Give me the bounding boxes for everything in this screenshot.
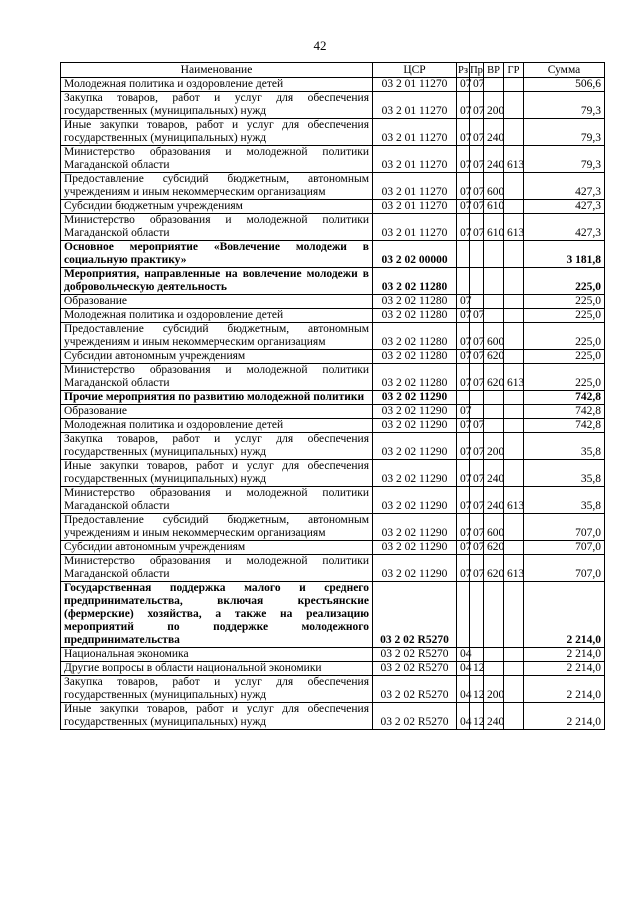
table-row: [61, 146, 605, 173]
row-name: Министерство образования и молодежной политики Магаданской области: [61, 146, 373, 173]
row-name: Иные закупки товаров, работ и услуг для обеспечения государственных (муниципальных) нужд: [61, 703, 373, 730]
row-csr: 03 2 01 11270: [373, 146, 457, 173]
header-name: Наименование: [61, 63, 373, 78]
row-vr: [484, 295, 504, 309]
row-pr: 07: [470, 541, 484, 555]
row-csr: 03 2 02 11290: [373, 419, 457, 433]
row-sum: 225,0: [524, 295, 605, 309]
row-csr: 03 2 01 11270: [373, 92, 457, 119]
row-pr: 07: [470, 119, 484, 146]
row-pr: 07: [470, 364, 484, 391]
row-name: Закупка товаров, работ и услуг для обеспечения государственных (муниципальных) нужд: [61, 92, 373, 119]
row-pr: 07: [470, 173, 484, 200]
row-gr: [504, 350, 524, 364]
row-vr: 610: [484, 200, 504, 214]
row-name: Образование: [61, 405, 373, 419]
row-csr: 03 2 02 11280: [373, 295, 457, 309]
row-gr: [504, 703, 524, 730]
table-row: [61, 582, 605, 648]
row-pr: 07: [470, 309, 484, 323]
row-sum: 35,8: [524, 460, 605, 487]
row-csr: 03 2 02 11280: [373, 268, 457, 295]
row-rz: 07: [457, 78, 470, 92]
row-pr: 07: [470, 92, 484, 119]
row-csr: 03 2 02 11280: [373, 364, 457, 391]
row-sum: 427,3: [524, 200, 605, 214]
table-row: [61, 200, 605, 214]
row-rz: 04: [457, 662, 470, 676]
row-csr: 03 2 01 11270: [373, 78, 457, 92]
row-name: Мероприятия, направленные на вовлечение молодежи в добровольческую деятельность: [61, 268, 373, 295]
row-pr: [470, 241, 484, 268]
row-gr: 613: [504, 487, 524, 514]
row-sum: 427,3: [524, 214, 605, 241]
row-rz: 07: [457, 514, 470, 541]
row-rz: 07: [457, 555, 470, 582]
header-pr: Пр: [470, 64, 483, 76]
row-csr: 03 2 02 11290: [373, 460, 457, 487]
row-rz: [457, 391, 470, 405]
row-gr: [504, 268, 524, 295]
table-row: [61, 364, 605, 391]
row-sum: 707,0: [524, 555, 605, 582]
table-row: [61, 78, 605, 92]
row-rz: 04: [457, 676, 470, 703]
row-gr: [504, 648, 524, 662]
row-sum: 35,8: [524, 433, 605, 460]
row-name: Образование: [61, 295, 373, 309]
row-name: Государственная поддержка малого и среднего предпринимательства, включая крестьянские (фермерские) хозяйства, а также на реализацию мероприятий по поддержке молодежного предпринимательства: [61, 582, 373, 648]
row-sum: 3 181,8: [524, 241, 605, 268]
row-csr: 03 2 02 11290: [373, 391, 457, 405]
table-row: [61, 541, 605, 555]
row-gr: [504, 405, 524, 419]
table-row: [61, 173, 605, 200]
row-vr: 620: [484, 555, 504, 582]
table-row: [61, 323, 605, 350]
row-gr: [504, 200, 524, 214]
row-gr: [504, 541, 524, 555]
row-vr: 600: [484, 173, 504, 200]
row-vr: 240: [484, 119, 504, 146]
row-sum: 79,3: [524, 146, 605, 173]
table-row: [61, 391, 605, 405]
row-csr: 03 2 02 11280: [373, 323, 457, 350]
table-header-row: [61, 63, 605, 78]
row-pr: 07: [470, 214, 484, 241]
header-rz: Рз: [458, 64, 468, 76]
row-vr: 600: [484, 514, 504, 541]
row-rz: 07: [457, 460, 470, 487]
row-csr: 03 2 02 11290: [373, 555, 457, 582]
row-sum: 2 214,0: [524, 676, 605, 703]
row-sum: 2 214,0: [524, 648, 605, 662]
row-name: Субсидии автономным учреждениям: [61, 541, 373, 555]
row-rz: 07: [457, 323, 470, 350]
row-sum: 2 214,0: [524, 662, 605, 676]
row-gr: [504, 309, 524, 323]
row-pr: 07: [470, 323, 484, 350]
row-name: Молодежная политика и оздоровление детей: [61, 309, 373, 323]
row-pr: 07: [470, 146, 484, 173]
row-name: Министерство образования и молодежной политики Магаданской области: [61, 364, 373, 391]
row-pr: 12: [470, 703, 484, 730]
row-vr: 200: [484, 92, 504, 119]
row-csr: 03 2 02 R5270: [373, 662, 457, 676]
row-vr: 600: [484, 323, 504, 350]
row-pr: 07: [470, 419, 484, 433]
row-csr: 03 2 01 11270: [373, 173, 457, 200]
row-csr: 03 2 02 11290: [373, 405, 457, 419]
row-vr: 200: [484, 676, 504, 703]
row-rz: 07: [457, 419, 470, 433]
row-rz: [457, 268, 470, 295]
row-sum: 742,8: [524, 419, 605, 433]
row-rz: 07: [457, 405, 470, 419]
row-vr: [484, 268, 504, 295]
table-row: [61, 703, 605, 730]
row-csr: 03 2 02 11290: [373, 487, 457, 514]
row-pr: 07: [470, 78, 484, 92]
row-rz: 07: [457, 173, 470, 200]
row-gr: [504, 295, 524, 309]
row-csr: 03 2 02 11290: [373, 541, 457, 555]
row-csr: 03 2 02 R5270: [373, 676, 457, 703]
row-rz: 04: [457, 648, 470, 662]
row-sum: 742,8: [524, 391, 605, 405]
table-row: [61, 487, 605, 514]
row-gr: [504, 460, 524, 487]
row-sum: 35,8: [524, 487, 605, 514]
row-vr: [484, 78, 504, 92]
row-sum: 79,3: [524, 119, 605, 146]
row-vr: 240: [484, 146, 504, 173]
row-name: Субсидии бюджетным учреждениям: [61, 200, 373, 214]
row-sum: 225,0: [524, 309, 605, 323]
row-rz: 07: [457, 214, 470, 241]
row-gr: [504, 514, 524, 541]
row-vr: [484, 662, 504, 676]
row-vr: 620: [484, 541, 504, 555]
row-name: Иные закупки товаров, работ и услуг для обеспечения государственных (муниципальных) нужд: [61, 460, 373, 487]
row-pr: 07: [470, 514, 484, 541]
row-csr: 03 2 01 11270: [373, 119, 457, 146]
row-sum: 707,0: [524, 514, 605, 541]
row-csr: 03 2 02 R5270: [373, 703, 457, 730]
table-row: [61, 419, 605, 433]
row-gr: [504, 78, 524, 92]
row-vr: 620: [484, 364, 504, 391]
row-name: Закупка товаров, работ и услуг для обеспечения государственных (муниципальных) нужд: [61, 676, 373, 703]
row-gr: [504, 676, 524, 703]
row-gr: [504, 92, 524, 119]
row-pr: 12: [470, 676, 484, 703]
row-rz: 07: [457, 200, 470, 214]
table-row: [61, 514, 605, 541]
row-sum: 79,3: [524, 92, 605, 119]
row-name: Министерство образования и молодежной политики Магаданской области: [61, 214, 373, 241]
row-vr: [484, 309, 504, 323]
row-gr: 613: [504, 364, 524, 391]
row-name: Молодежная политика и оздоровление детей: [61, 78, 373, 92]
row-gr: [504, 323, 524, 350]
row-rz: 07: [457, 119, 470, 146]
row-pr: 07: [470, 555, 484, 582]
row-gr: 613: [504, 146, 524, 173]
table-row: [61, 648, 605, 662]
row-csr: 03 2 02 11290: [373, 433, 457, 460]
header-sum: Сумма: [524, 63, 605, 78]
row-csr: 03 2 01 11270: [373, 214, 457, 241]
row-gr: [504, 433, 524, 460]
row-pr: [470, 391, 484, 405]
row-vr: 240: [484, 703, 504, 730]
row-sum: 427,3: [524, 173, 605, 200]
budget-table: [60, 62, 605, 730]
row-vr: 240: [484, 487, 504, 514]
row-pr: [470, 268, 484, 295]
row-name: Прочие мероприятия по развитию молодежной политики: [61, 391, 373, 405]
table-row: [61, 119, 605, 146]
row-name: Министерство образования и молодежной политики Магаданской области: [61, 487, 373, 514]
row-vr: 240: [484, 460, 504, 487]
row-rz: 04: [457, 703, 470, 730]
header-gr: ГР: [504, 63, 524, 78]
row-name: Предоставление субсидий бюджетным, автономным учреждениям и иным некоммерческим организациям: [61, 514, 373, 541]
row-sum: 225,0: [524, 364, 605, 391]
table-row: [61, 309, 605, 323]
row-rz: 07: [457, 541, 470, 555]
row-name: Закупка товаров, работ и услуг для обеспечения государственных (муниципальных) нужд: [61, 433, 373, 460]
row-vr: [484, 241, 504, 268]
row-sum: 225,0: [524, 350, 605, 364]
row-vr: [484, 391, 504, 405]
row-csr: 03 2 01 11270: [373, 200, 457, 214]
row-name: Иные закупки товаров, работ и услуг для обеспечения государственных (муниципальных) нужд: [61, 119, 373, 146]
table-row: [61, 350, 605, 364]
table-row: [61, 676, 605, 703]
table-row: [61, 662, 605, 676]
table-row: [61, 405, 605, 419]
row-name: Национальная экономика: [61, 648, 373, 662]
row-name: Предоставление субсидий бюджетным, автономным учреждениям и иным некоммерческим организациям: [61, 323, 373, 350]
header-csr: ЦСР: [373, 63, 457, 78]
row-rz: 07: [457, 350, 470, 364]
row-sum: 225,0: [524, 268, 605, 295]
row-rz: 07: [457, 433, 470, 460]
row-vr: 620: [484, 350, 504, 364]
page-number: 42: [313, 38, 327, 53]
row-rz: 07: [457, 146, 470, 173]
row-csr: 03 2 02 11280: [373, 309, 457, 323]
table-row: [61, 295, 605, 309]
row-gr: [504, 419, 524, 433]
row-pr: 12: [470, 662, 484, 676]
row-vr: [484, 419, 504, 433]
table-row: [61, 460, 605, 487]
row-vr: 200: [484, 433, 504, 460]
row-name: Субсидии автономным учреждениям: [61, 350, 373, 364]
row-vr: [484, 582, 504, 648]
row-csr: 03 2 02 R5270: [373, 648, 457, 662]
row-vr: 610: [484, 214, 504, 241]
row-csr: 03 2 02 11290: [373, 514, 457, 541]
row-name: Молодежная политика и оздоровление детей: [61, 419, 373, 433]
header-vr: ВР: [484, 63, 504, 78]
row-gr: [504, 241, 524, 268]
row-gr: 613: [504, 555, 524, 582]
row-rz: 07: [457, 364, 470, 391]
row-sum: 2 214,0: [524, 703, 605, 730]
table-row: [61, 555, 605, 582]
row-pr: [470, 582, 484, 648]
row-vr: [484, 648, 504, 662]
table-row: [61, 92, 605, 119]
row-gr: [504, 173, 524, 200]
row-name: Министерство образования и молодежной политики Магаданской области: [61, 555, 373, 582]
row-pr: 07: [470, 350, 484, 364]
row-gr: 613: [504, 214, 524, 241]
row-sum: 2 214,0: [524, 582, 605, 648]
row-gr: [504, 119, 524, 146]
row-name: Предоставление субсидий бюджетным, автономным учреждениям и иным некоммерческим организациям: [61, 173, 373, 200]
row-pr: 07: [470, 433, 484, 460]
row-csr: 03 2 02 00000: [373, 241, 457, 268]
table-row: [61, 241, 605, 268]
row-gr: [504, 391, 524, 405]
row-rz: [457, 241, 470, 268]
row-gr: [504, 582, 524, 648]
row-sum: 707,0: [524, 541, 605, 555]
row-csr: 03 2 02 R5270: [373, 582, 457, 648]
row-pr: 07: [470, 200, 484, 214]
row-rz: 07: [457, 295, 470, 309]
table-row: [61, 268, 605, 295]
table-row: [61, 214, 605, 241]
row-sum: 742,8: [524, 405, 605, 419]
row-rz: 07: [457, 487, 470, 514]
row-sum: 225,0: [524, 323, 605, 350]
row-gr: [504, 662, 524, 676]
row-name: Другие вопросы в области национальной экономики: [61, 662, 373, 676]
row-pr: 07: [470, 460, 484, 487]
row-name: Основное мероприятие «Вовлечение молодежи в социальную практику»: [61, 241, 373, 268]
row-vr: [484, 405, 504, 419]
row-rz: 07: [457, 309, 470, 323]
row-sum: 506,6: [524, 78, 605, 92]
row-pr: 07: [470, 487, 484, 514]
row-rz: [457, 582, 470, 648]
row-rz: 07: [457, 92, 470, 119]
table-row: [61, 433, 605, 460]
row-csr: 03 2 02 11280: [373, 350, 457, 364]
